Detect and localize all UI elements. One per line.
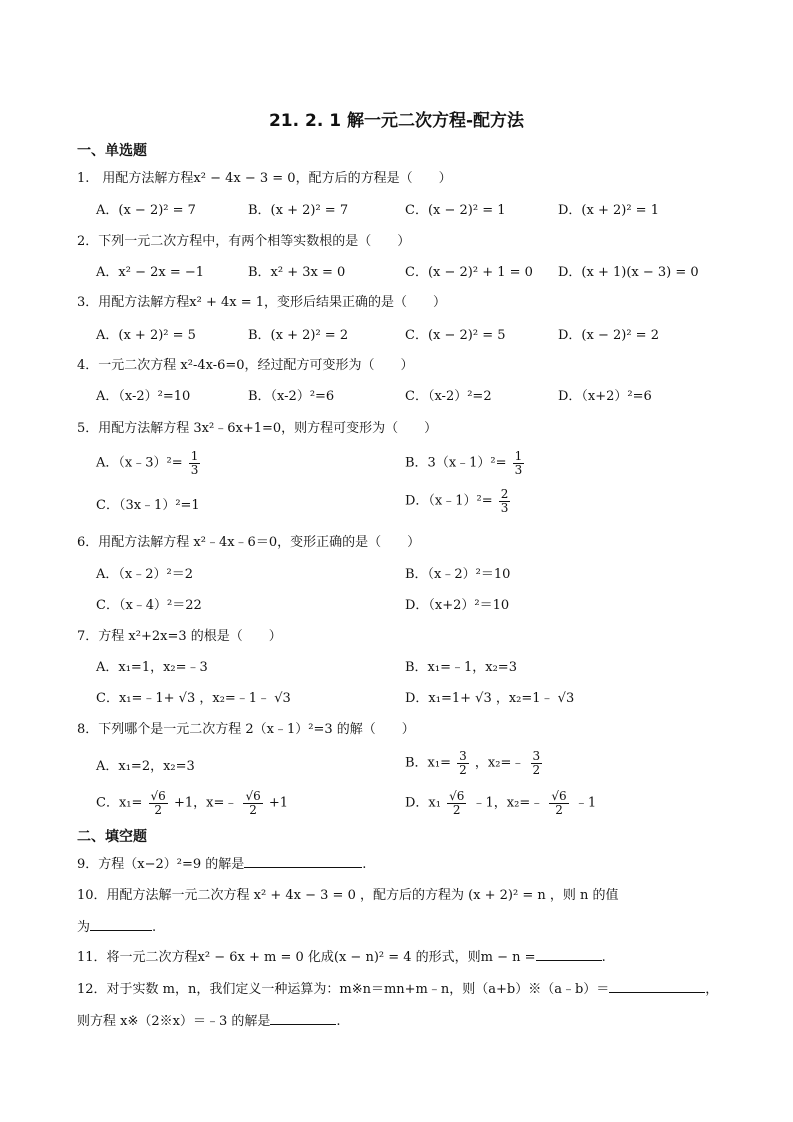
q8-option-d-fraction-1 — [447, 790, 466, 816]
q6-option-d: D．（x+2）²＝10 — [405, 598, 510, 613]
q2-option-d: D．(x + 1)(x − 3) = 0 — [558, 265, 699, 280]
q6-option-a: A．（x﹣2）²＝2 — [96, 567, 193, 582]
q8-option-c-fraction-2 — [243, 790, 262, 816]
q5-option-a — [96, 450, 202, 476]
denominator: 2 — [154, 802, 162, 817]
question-11 — [77, 946, 606, 965]
denominator: 2 — [452, 802, 461, 817]
question-7: 7．方程 x²+2x=3 的根是（ ） — [77, 629, 282, 644]
question-10-line-2 — [77, 916, 156, 935]
question-12 — [77, 978, 718, 997]
question-2: 2．下列一元二次方程中，有两个相等实数根的是（ ） — [77, 234, 411, 249]
q7-option-d: D．x₁=1+ √3 ，x₂=1﹣ √3 — [405, 691, 575, 706]
denominator: 3 — [514, 462, 523, 477]
q9-answer-blank[interactable] — [244, 854, 362, 868]
q8-option-b-text: B．x₁= — [405, 755, 451, 771]
numerator: 3 — [532, 749, 541, 763]
q4-option-c: C．（x-2）²=2 — [405, 389, 492, 404]
q8-option-b-fraction-2 — [531, 750, 543, 776]
q9-period: . — [362, 857, 367, 872]
q8-option-c-mid: +1，x=﹣ — [173, 795, 238, 811]
q5-option-d-text: D．（x﹣1）²= — [405, 493, 493, 509]
q11-answer-blank[interactable] — [536, 947, 602, 961]
numerator: √6 — [551, 789, 567, 803]
q5-option-d — [405, 488, 512, 514]
numerator: 2 — [500, 487, 509, 501]
q8-option-d-mid: ﹣1，x₂=﹣ — [472, 795, 544, 811]
q4-option-d: D．（x+2）²=6 — [558, 389, 652, 404]
question-1: 1. 用配方法解方程x² − 4x − 3 = 0，配方后的方程是（ ） — [77, 171, 452, 186]
q12-answer-blank-1[interactable] — [609, 979, 705, 993]
q7-option-c: C．x₁=﹣1+ √3 ，x₂=﹣1﹣ √3 — [96, 691, 291, 706]
q8-option-b-mid: ，x₂=﹣ — [474, 755, 525, 771]
q2-option-c: C．(x − 2)² + 1 = 0 — [405, 265, 533, 280]
q5-option-b-fraction — [513, 450, 525, 476]
q8-option-b — [405, 750, 544, 776]
denominator: 2 — [532, 762, 541, 777]
q8-option-b-fraction-1 — [457, 750, 469, 776]
q7-option-b: B．x₁=﹣1，x₂=3 — [405, 660, 517, 675]
q9-text: 9．方程（x−2）²=9 的解是 — [77, 857, 245, 872]
q8-option-c-text: C．x₁= — [96, 795, 143, 811]
q7-option-a: A．x₁=1，x₂=﹣3 — [96, 660, 208, 675]
q4-option-a: A．（x-2）²=10 — [96, 389, 191, 404]
denominator: 3 — [190, 462, 199, 477]
q8-option-c-end: +1 — [268, 795, 289, 811]
denominator: 2 — [459, 762, 467, 777]
denominator: 2 — [249, 802, 257, 817]
q5-option-b-text: B．3（x﹣1）²= — [405, 455, 507, 471]
q3-option-c: C．(x − 2)² = 5 — [405, 328, 506, 343]
q8-option-c — [96, 790, 288, 816]
question-12-line-2 — [77, 1010, 341, 1029]
q12-period: . — [336, 1014, 341, 1029]
question-5: 5．用配方法解方程 3x²﹣6x+1=0，则方程可变形为（ ） — [77, 421, 438, 436]
numerator: 1 — [514, 449, 523, 463]
q6-option-c: C．（x﹣4）²＝22 — [96, 598, 202, 613]
q8-option-d — [405, 790, 596, 816]
numerator: √6 — [449, 789, 465, 803]
question-10: 10．用配方法解一元二次方程 x² + 4x − 3 = 0 ，配方后的方程为 (x + 2)² = n ，则 n 的值 — [77, 888, 619, 903]
section-heading-single-choice: 一、单选题 — [77, 143, 147, 159]
numerator: 1 — [190, 449, 199, 463]
q5-option-a-text: A．（x﹣3）²= — [96, 455, 183, 471]
q3-option-d: D．(x − 2)² = 2 — [558, 328, 659, 343]
numerator: 3 — [459, 749, 467, 763]
q1-option-d: D．(x + 2)² = 1 — [558, 203, 659, 218]
q5-option-a-fraction — [189, 450, 201, 476]
denominator: 3 — [500, 500, 509, 515]
q10-text: 为 — [77, 920, 91, 935]
q12-comma: ， — [705, 982, 719, 997]
q4-option-b: B．（x-2）²=6 — [248, 389, 335, 404]
question-3: 3．用配方法解方程x² + 4x = 1，变形后结果正确的是（ ） — [77, 295, 447, 310]
q8-option-d-end: ﹣1 — [574, 795, 597, 811]
q8-option-d-fraction-2 — [549, 790, 568, 816]
q8-option-a: A．x₁=2，x₂=3 — [96, 759, 195, 774]
numerator: √6 — [150, 789, 166, 803]
denominator: 2 — [555, 802, 563, 817]
question-9 — [77, 853, 366, 872]
q1-option-a: A．(x − 2)² = 7 — [96, 203, 196, 218]
q5-option-b — [405, 450, 526, 476]
q2-option-a: A．x² − 2x = −1 — [96, 265, 205, 280]
q3-option-a: A．(x + 2)² = 5 — [96, 328, 196, 343]
q11-text: 11．将一元二次方程x² − 6x + m = 0 化成(x − n)² = 4 的形式，则m − n = — [77, 950, 536, 965]
q6-option-b: B．（x﹣2）²＝10 — [405, 567, 511, 582]
q8-option-d-text: D．x₁ — [405, 795, 441, 811]
q10-period: . — [152, 920, 157, 935]
q5-option-c: C．（3x﹣1）²=1 — [96, 498, 200, 513]
q12-answer-blank-2[interactable] — [270, 1011, 336, 1025]
q1-option-b: B．(x + 2)² = 7 — [248, 203, 349, 218]
q12-text: 12．对于实数 m，n，我们定义一种运算为：m※n＝mn+m﹣n，则（a+b）※（a﹣b）＝ — [77, 982, 610, 997]
q5-option-d-fraction — [499, 488, 511, 514]
q10-answer-blank[interactable] — [90, 917, 152, 931]
page-title: 21. 2. 1 解一元二次方程-配方法 — [268, 111, 525, 131]
question-6: 6．用配方法解方程 x²﹣4x﹣6＝0，变形正确的是（ ） — [77, 535, 421, 550]
section-heading-fill-blank: 二、填空题 — [77, 829, 147, 845]
q3-option-b: B．(x + 2)² = 2 — [248, 328, 349, 343]
numerator: √6 — [245, 789, 261, 803]
question-4: 4．一元二次方程 x²-4x-6=0，经过配方可变形为（ ） — [77, 358, 414, 373]
q1-option-c: C．(x − 2)² = 1 — [405, 203, 506, 218]
q8-option-c-fraction-1 — [149, 790, 168, 816]
q2-option-b: B．x² + 3x = 0 — [248, 265, 346, 280]
q11-period: . — [601, 950, 606, 965]
question-8: 8．下列哪个是一元二次方程 2（x﹣1）²=3 的解（ ） — [77, 722, 415, 737]
q12-text-2: 则方程 x※（2※x）＝﹣3 的解是 — [77, 1014, 271, 1029]
